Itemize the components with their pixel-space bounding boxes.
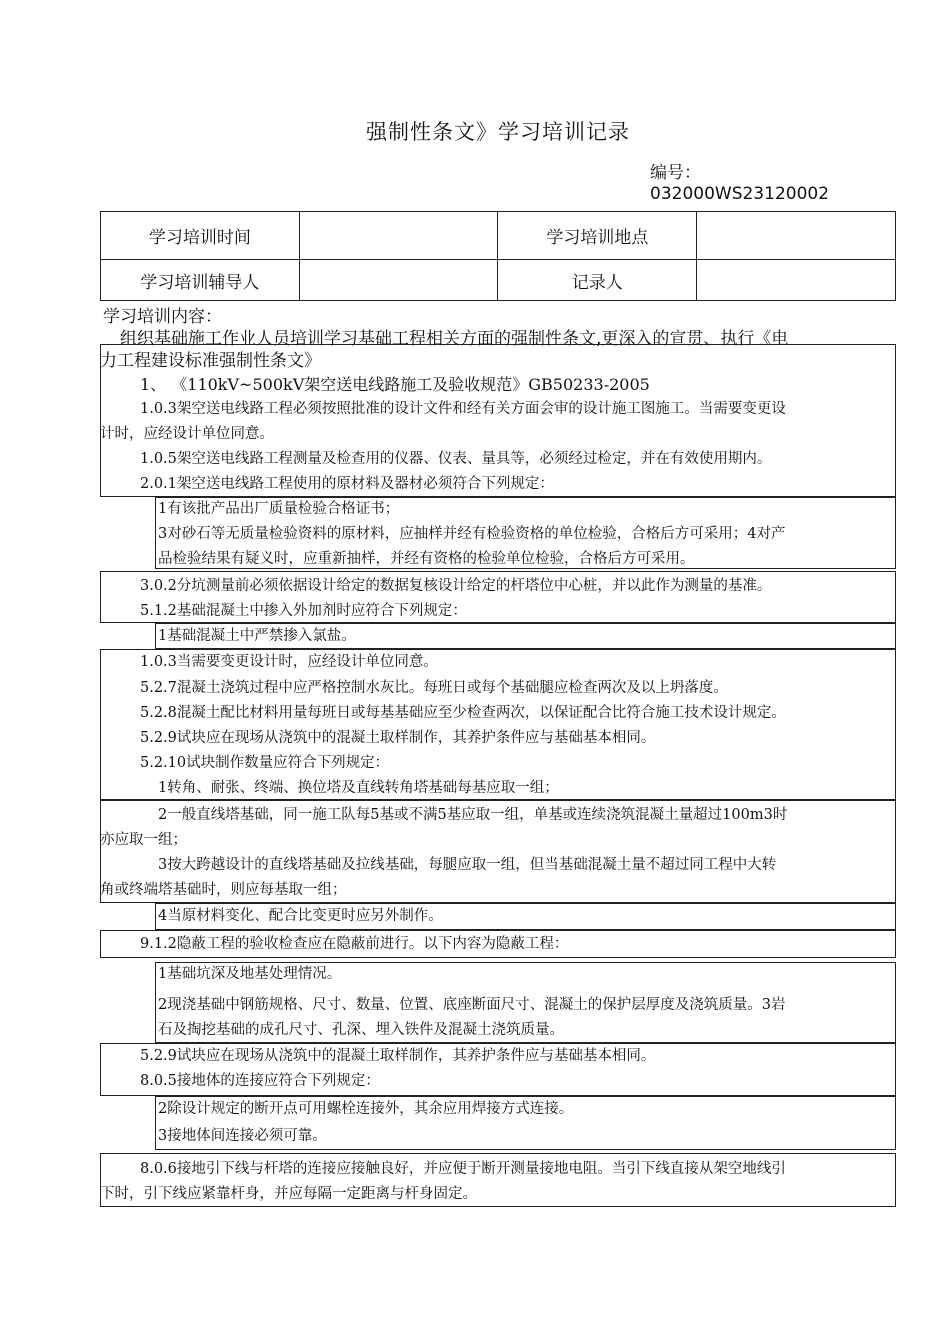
tutor-value[interactable]	[299, 260, 498, 301]
intro-line-2: 力工程建设标准强制性条文》	[100, 351, 321, 371]
clause-line: 9.1.2隐蔽工程的验收检查应在隐蔽前进行。以下内容为隐蔽工程：	[140, 936, 569, 952]
clause-line: 5.1.2基础混凝土中掺入外加剂时应符合下列规定：	[140, 603, 467, 619]
clause-line: 3.0.2分坑测量前必须依据设计给定的数据复核设计给定的杆塔位中心桩，并以此作为测量的基准。	[140, 578, 772, 594]
clause-line: 5.2.7混凝土浇筑过程中应严格控制水灰比。每班日或每个基础腿应检查两次及以上坍落度。	[140, 680, 728, 696]
clause-line: 3对砂石等无质量检验资料的原材料，应抽样并经有检验资格的单位检验，合格后方可采用；4对产	[158, 526, 786, 542]
code-label: 编号：	[650, 163, 701, 183]
clause-line: 1.0.3当需要变更设计时，应经设计单位同意。	[140, 654, 438, 670]
record-code	[650, 163, 829, 205]
clause-line: 3接地体间连接必须可靠。	[158, 1128, 327, 1144]
clause-line: 亦应取一组；	[100, 832, 187, 848]
code-value: 032000WS23120002	[650, 184, 830, 204]
clause-line: 4当原材料变化、配合比变更时应另外制作。	[158, 908, 443, 924]
clause-line: 3按大跨越设计的直线塔基础及拉线基础，每腿应取一组，但当基础混凝土量不超过同工程中大转	[158, 857, 777, 873]
time-label: 学习培训时间	[101, 212, 300, 260]
recorder-label: 记录人	[498, 260, 697, 301]
place-label: 学习培训地点	[498, 212, 697, 260]
intro-line-1: 组织基础施工作业人员培训学习基础工程相关方面的强制性条文,更深入的宣贯、执行《电	[120, 329, 789, 349]
clause-line: 计时，应经设计单位同意。	[100, 426, 274, 442]
clause-line: 5.2.9试块应在现场从浇筑中的混凝土取样制作，其养护条件应与基础基本相同。	[140, 1048, 656, 1064]
clause-line: 1基础坑深及地基处理情况。	[158, 966, 342, 982]
clause-line: 下时，引下线应紧靠杆身，并应每隔一定距离与杆身固定。	[100, 1186, 477, 1202]
clause-line: 1有该批产品出厂质量检验合格证书；	[158, 501, 400, 517]
page-title: 强制性条文》学习培训记录	[366, 120, 630, 144]
place-value[interactable]	[697, 212, 896, 260]
clause-line: 5.2.10试块制作数量应符合下列规定：	[140, 755, 390, 771]
tutor-label: 学习培训辅导人	[101, 260, 300, 301]
clause-line: 5.2.9试块应在现场从浇筑中的混凝土取样制作，其养护条件应与基础基本相同。	[140, 730, 656, 746]
time-value[interactable]	[299, 212, 498, 260]
clause-line: 8.0.5接地体的连接应符合下列规定：	[140, 1073, 380, 1089]
clause-line: 1基础混凝土中严禁掺入氯盐。	[158, 628, 356, 644]
clause-line: 1.0.3架空送电线路工程必须按照批准的设计文件和经有关方面会审的设计施工图施工。当需要变更设	[140, 401, 786, 417]
clause-line: 5.2.8混凝土配比材料用量每班日或每基基础应至少检查两次，以保证配合比符合施工技术设计规定。	[140, 705, 786, 721]
clause-line: 1.0.5架空送电线路工程测量及检查用的仪器、仪表、量具等，必须经过检定，并在有效使用期内。	[140, 451, 772, 467]
clause-line: 2一般直线塔基础，同一施工队每5基或不满5基应取一组，单基或连续浇筑混凝土量超过100m3时	[158, 807, 788, 823]
clause-line: 2.0.1架空送电线路工程使用的原材料及器材必须符合下列规定：	[140, 476, 554, 492]
info-table	[100, 211, 896, 301]
clause-line: 石及掏挖基础的成孔尺寸、孔深、埋入铁件及混凝土浇筑质量。	[158, 1022, 564, 1038]
standard-title: 1、 《110kV~500kV架空送电线路施工及验收规范》GB50233-2005	[140, 375, 650, 394]
clause-line: 角或终端塔基础时，则应每基取一组；	[100, 882, 347, 898]
clause-line: 2现浇基础中钢筋规格、尺寸、数量、位置、底座断面尺寸、混凝土的保护层厚度及浇筑质量。3岩	[158, 997, 786, 1013]
content-heading: 学习培训内容：	[103, 307, 222, 327]
recorder-value[interactable]	[697, 260, 896, 301]
clause-line: 8.0.6接地引下线与杆塔的连接应接触良好，并应便于断开测量接地电阻。当引下线直接从架空地线引	[140, 1161, 786, 1177]
clause-line: 2除设计规定的断开点可用螺栓连接外，其余应用焊接方式连接。	[158, 1101, 574, 1117]
clause-line: 品检验结果有疑义时，应重新抽样，并经有资格的检验单位检验，合格后方可采用。	[158, 551, 695, 567]
clause-line: 1转角、耐张、终端、换位塔及直线转角塔基础每基应取一组；	[158, 780, 559, 796]
